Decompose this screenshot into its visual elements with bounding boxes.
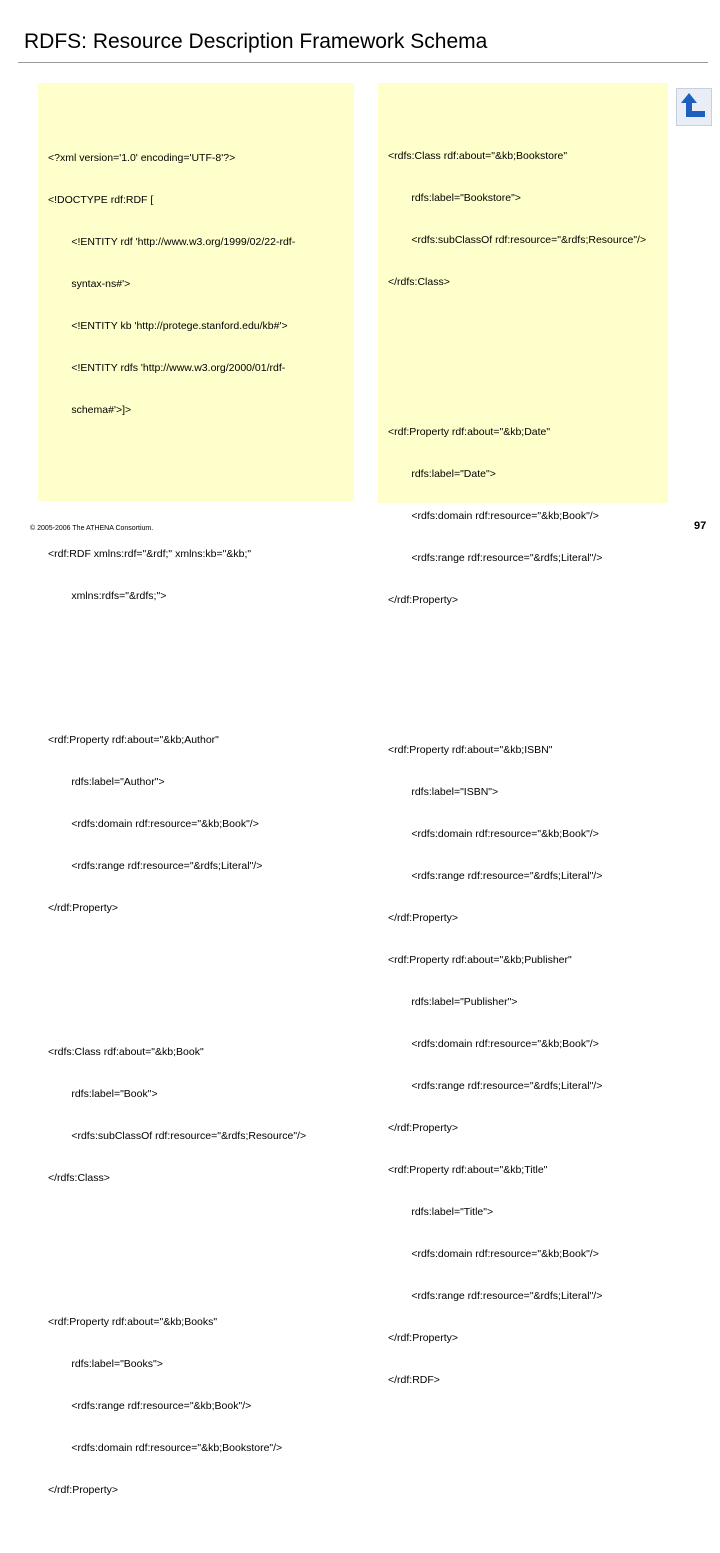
code-block <box>48 705 306 943</box>
code-line: rdfs:label="Book"> <box>48 1088 158 1100</box>
code-block <box>48 1287 306 1525</box>
code-line: <rdfs:range rdf:resource="&rdfs;Literal"/> <box>388 1080 603 1092</box>
code-line: <rdfs:domain rdf:resource="&kb;Book"/> <box>48 818 259 830</box>
footer-copyright: © 2005-2006 The ATHENA Consortium. <box>30 525 154 532</box>
code-line: <rdfs:range rdf:resource="&rdfs;Literal"/> <box>388 552 603 564</box>
code-line: <rdf:Property rdf:about="&kb;Publisher" <box>388 954 572 966</box>
code-line: <rdf:Property rdf:about="&kb;Books" <box>48 1316 218 1328</box>
code-line: </rdf:Property> <box>388 594 459 606</box>
code-line: <rdfs:domain rdf:resource="&kb;Bookstore"/> <box>48 1442 283 1454</box>
code-line: </rdf:Property> <box>48 1484 119 1496</box>
code-line: rdfs:label="Author"> <box>48 776 165 788</box>
code-block <box>388 397 646 635</box>
code-line: <rdfs:subClassOf rdf:resource="&rdfs;Resource"/> <box>388 234 647 246</box>
code-line: <rdf:RDF xmlns:rdf="&rdf;" xmlns:kb="&kb;" <box>48 548 252 560</box>
code-line: rdfs:label="ISBN"> <box>388 786 499 798</box>
code-line: <rdfs:domain rdf:resource="&kb;Book"/> <box>388 1248 599 1260</box>
code-line: <!ENTITY rdf 'http://www.w3.org/1999/02/22-rdf- <box>48 236 296 248</box>
code-line: rdfs:label="Title"> <box>388 1206 494 1218</box>
code-line: xmlns:rdfs="&rdfs;"> <box>48 590 167 602</box>
code-line: rdfs:label="Books"> <box>48 1358 163 1370</box>
code-line: <rdfs:domain rdf:resource="&kb;Book"/> <box>388 828 599 840</box>
code-line: <rdfs:Class rdf:about="&kb;Book" <box>48 1046 204 1058</box>
code-block <box>48 1017 306 1213</box>
code-line: </rdfs:Class> <box>48 1172 110 1184</box>
code-line: <rdfs:range rdf:resource="&rdfs;Literal"/> <box>388 1290 603 1302</box>
code-block <box>48 123 306 445</box>
code-line: rdfs:label="Date"> <box>388 468 496 480</box>
code-line: </rdf:Property> <box>388 1332 459 1344</box>
code-line: <!ENTITY kb 'http://protege.stanford.edu/kb#'> <box>48 320 288 332</box>
code-line: <rdfs:range rdf:resource="&rdfs;Literal"/> <box>48 860 263 872</box>
code-block <box>48 519 306 631</box>
code-line: <rdf:Property rdf:about="&kb;Author" <box>48 734 219 746</box>
page-number: 97 <box>694 520 707 532</box>
code-listing-left <box>48 95 306 1553</box>
code-line: <rdf:Property rdf:about="&kb;Title" <box>388 1164 548 1176</box>
code-line: rdfs:label="Bookstore"> <box>388 192 521 204</box>
code-line: syntax-ns#'> <box>48 278 131 290</box>
code-block <box>388 121 646 317</box>
up-navigation-button[interactable] <box>676 88 712 126</box>
code-line: rdfs:label="Publisher"> <box>388 996 518 1008</box>
code-line: <rdfs:range rdf:resource="&rdfs;Literal"/> <box>388 870 603 882</box>
code-line: <rdfs:domain rdf:resource="&kb;Book"/> <box>388 510 599 522</box>
title-rule <box>18 62 708 63</box>
code-block <box>388 715 646 1415</box>
slide-title: RDFS: Resource Description Framework Schema <box>24 30 488 53</box>
code-line: <rdfs:domain rdf:resource="&kb;Book"/> <box>388 1038 599 1050</box>
code-line: <?xml version='1.0' encoding='UTF-8'?> <box>48 152 236 164</box>
code-panel-right <box>378 83 668 1386</box>
code-line: <rdf:Property rdf:about="&kb;ISBN" <box>388 744 553 756</box>
code-line: schema#'>]> <box>48 404 132 416</box>
code-line: </rdf:RDF> <box>388 1374 440 1386</box>
code-listing-right <box>388 93 646 1443</box>
code-line: <!ENTITY rdfs 'http://www.w3.org/2000/01/rdf- <box>48 362 286 374</box>
code-line: <!DOCTYPE rdf:RDF [ <box>48 194 154 206</box>
up-arrow-icon <box>677 89 711 125</box>
code-line: <rdfs:subClassOf rdf:resource="&rdfs;Resource"/> <box>48 1130 307 1142</box>
code-line: </rdfs:Class> <box>388 276 450 288</box>
code-line: </rdf:Property> <box>48 902 119 914</box>
code-line: <rdf:Property rdf:about="&kb;Date" <box>388 426 551 438</box>
code-line: </rdf:Property> <box>388 1122 459 1134</box>
code-line: <rdfs:range rdf:resource="&kb;Book"/> <box>48 1400 252 1412</box>
code-line: <rdfs:Class rdf:about="&kb;Bookstore" <box>388 150 568 162</box>
code-line: </rdf:Property> <box>388 912 459 924</box>
